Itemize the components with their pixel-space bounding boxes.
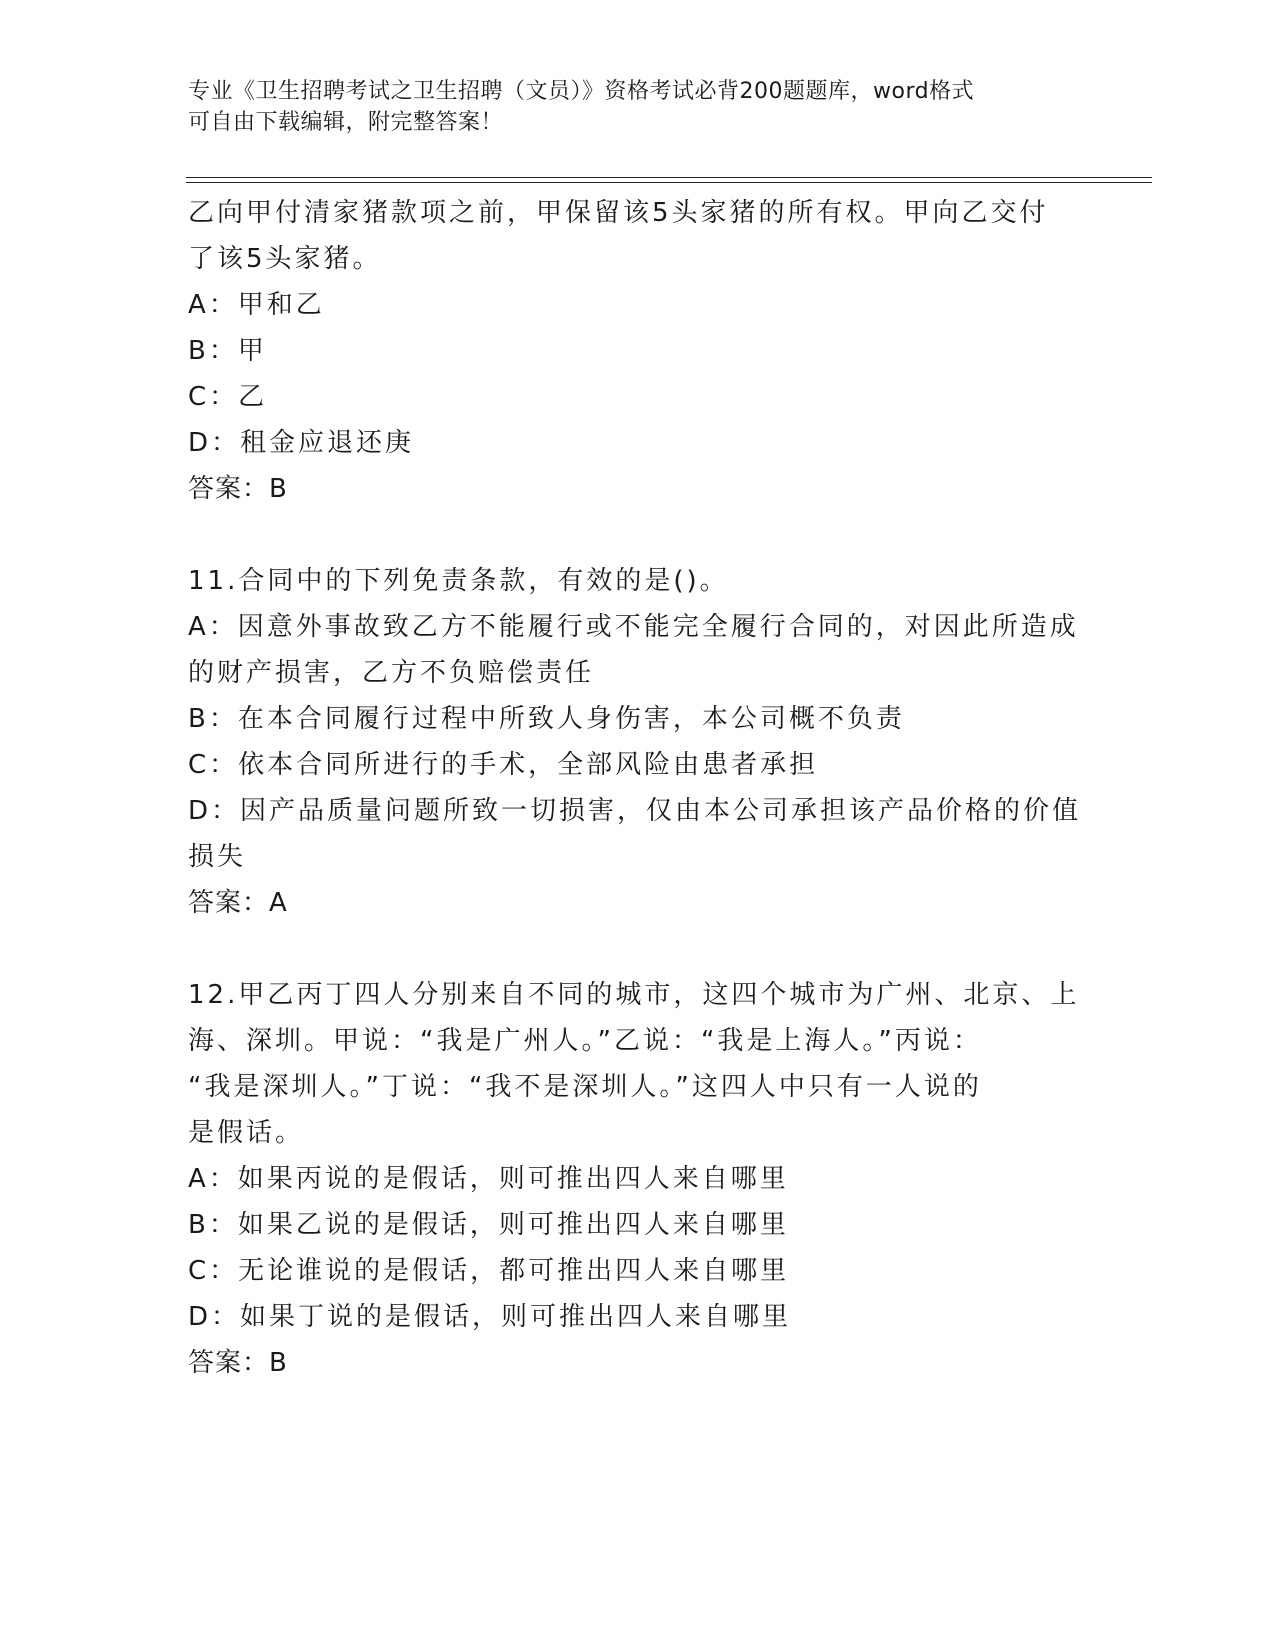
option-c: C：依本合同所进行的手术，全部风险由患者承担 [188, 750, 819, 780]
question-spacer [188, 512, 1078, 558]
option-a: A：如果丙说的是假话，则可推出四人来自哪里 [188, 1164, 789, 1194]
option-b: B：如果乙说的是假话，则可推出四人来自哪里 [188, 1210, 789, 1240]
question-stem-line: 了该5头家猪。 [188, 244, 382, 274]
question-stem-line: 是假话。 [188, 1118, 305, 1148]
question-stem-line: 11.合同中的下列免责条款，有效的是()。 [188, 566, 729, 596]
option-d-continued: 损失 [188, 842, 247, 872]
question-11 [188, 558, 1082, 926]
question-12 [188, 972, 1078, 1386]
option-d: D：因产品质量问题所致一切损害，仅由本公司承担该产品价格的价值 [188, 796, 1082, 826]
option-d: D：租金应退还庚 [188, 428, 415, 458]
option-a: A：甲和乙 [188, 290, 325, 320]
question-10-continued [188, 190, 1078, 512]
document-header [188, 76, 1068, 138]
document-body [188, 190, 1082, 1386]
question-stem-line: 海、深圳。甲说：“我是广州人。”乙说：“我是上海人。”丙说： [188, 1026, 982, 1056]
option-d: D：如果丁说的是假话，则可推出四人来自哪里 [188, 1302, 792, 1332]
answer-line: 答案：B [188, 474, 288, 504]
option-c: C：无论谁说的是假话，都可推出四人来自哪里 [188, 1256, 790, 1286]
option-a: A：因意外事故致乙方不能履行或不能完全履行合同的，对因此所造成 [188, 612, 1079, 642]
header-line-2: 可自由下载编辑，附完整答案！ [188, 110, 504, 135]
question-spacer [188, 926, 1078, 972]
header-line-1: 专业《卫生招聘考试之卫生招聘（文员）》资格考试必背200题题库，word格式 [188, 79, 975, 104]
option-c: C：乙 [188, 382, 268, 412]
header-divider-top [186, 177, 1152, 178]
header-divider-bottom [186, 182, 1152, 183]
question-stem-line: 乙向甲付清家猪款项之前，甲保留该5头家猪的所有权。甲向乙交付 [188, 198, 1049, 228]
option-a-continued: 的财产损害，乙方不负赔偿责任 [188, 658, 595, 688]
question-stem-line: 12.甲乙丙丁四人分别来自不同的城市，这四个城市为广州、北京、上 [188, 980, 1080, 1010]
question-stem-line: “我是深圳人。”丁说：“我不是深圳人。”这四人中只有一人说的 [188, 1072, 982, 1102]
answer-line: 答案：A [188, 888, 288, 918]
option-b: B：甲 [188, 336, 267, 366]
option-b: B：在本合同履行过程中所致人身伤害，本公司概不负责 [188, 704, 905, 734]
answer-line: 答案：B [188, 1348, 288, 1378]
